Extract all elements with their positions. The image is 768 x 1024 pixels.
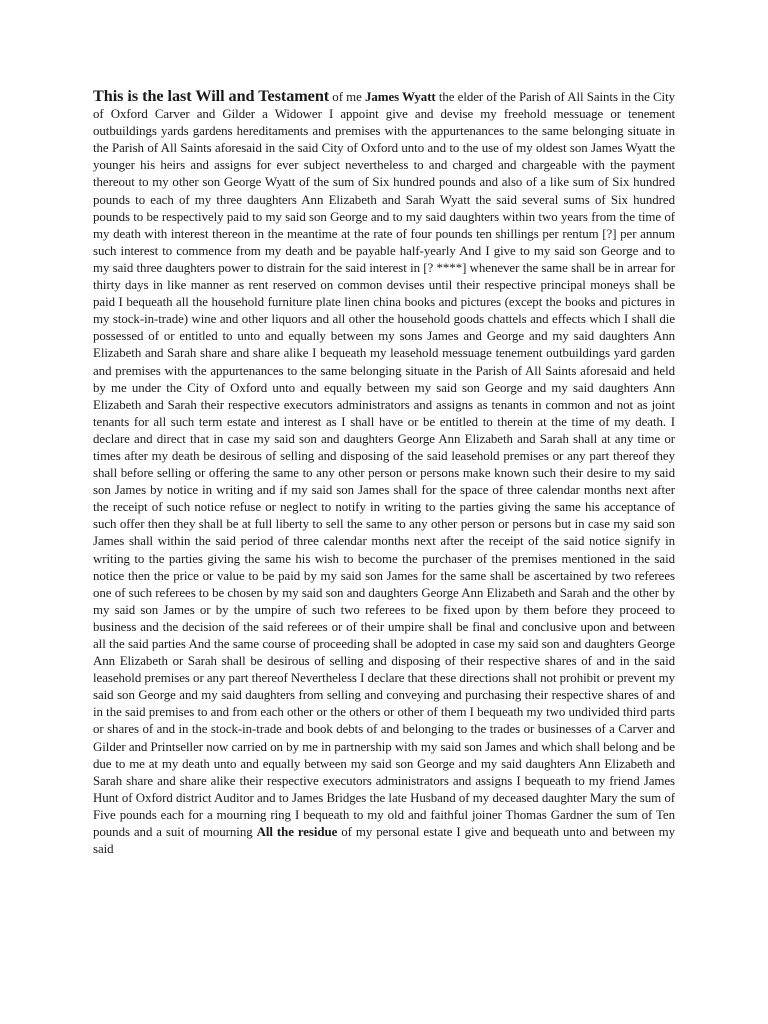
document-heading: This is the last Will and Testament [93,87,330,105]
body-text-3: of my personal estate I give and bequeath unto and between my said [93,825,676,857]
will-document [93,88,675,858]
body-text-1: of me [329,90,365,104]
body-text-2: the elder of the Parish of All Saints in the City of Oxford Carver and Gilder a Widower I appoint give and devise my freehold messuage or tenement outbuildings yards gardens hereditaments and premises with the appurtenances to the same belonging situate in the Parish of All Saints aforesaid in the said City of Oxford unto and to the use of my oldest son James Wyatt the younger his heirs and assigns for ever subject nevertheless to and charged and chargeable with the payment thereout to my other son George Wyatt of the sum of Six hundred pounds and also of a like sum of Six hundred pounds to each of my three daughters Ann Elizabeth and Sarah Wyatt the said several sums of Six hundred pounds to be respectively paid to my said son George and to my said daughters within two years from the time of my death with interest thereon in the meantime at the rate of four pounds ten shillings per rentum [?] per annum such interest to commence from my death and be payable half-yearly And I give to my said son George and to my said three daughters power to distrain for the said interest in [? ****] whenever the same shall be in arrear for thirty days in like manner as rent reserved on common devises until their respective principal moneys shall be paid I bequeath all the household furniture plate linen china books and pictures (except the books and pictures in my stock-in-trade) wine and other liquors and all other the household goods chattels and effects which I shall die possessed of or entitled to unto and equally between my sons James and George and my said daughters Ann Elizabeth and Sarah share and share alike I bequeath my leasehold messuage tenement outbuildings yard garden and premises with the appurtenances to the same belonging situate in the Parish of All Saints aforesaid and held by me under the City of Oxford unto and equally between my said son George and my said daughters Ann Elizabeth and Sarah their respective executors administrators and assigns as tenants in common and not as joint tenants for all such term estate and interest as I shall have or be entitled to therein at the time of my death. I declare and direct that in case my said son and daughters George Ann Elizabeth and Sarah shall at any time or times after my death be desirous of selling and disposing of the said leasehold premises or any part thereof they shall before selling or offering the same to any other person or persons make known such their desire to my said son James by notice in writing and if my said son James shall for the space of three calendar months next after the receipt of such notice refuse or neglect to notify in writing to the parties giving the same his acceptance of such offer then they shall be at full liberty to sell the same to any other person or persons but in case my said son James shall within the said period of three calendar months next after the receipt of the said notice signify in writing to the parties giving the same his wish to become the purchaser of the premises mentioned in the said notice then the price or value to be paid by my said son James for the same shall be ascertained by two referees one of such referees to be chosen by my said son and daughters George Ann Elizabeth and Sarah and the other by my said son James or by the umpire of such two referees to be fixed upon by them before they proceed to business and the decision of the said referees or of their umpire shall be final and conclusive upon and between all the said parties And the same course of proceeding shall be adopted in case my said son and daughters George Ann Elizabeth or Sarah shall be desirous of selling and disposing of their respective shares of and in the said leasehold premises or any part thereof Nevertheless I declare that these directions shall not prohibit or prevent my said son George and my said daughters from selling and conveying and purchasing their respective shares of and in the said premises to and from each other or the others or other of them I bequeath my two undivided third parts or shares of and in the stock-in-trade and book debts of and belonging to the trades or businesses of a Carver and Gilder and Printseller now carried on by me in partnership with my said son James and which shall belong and be due to me at my death unto and equally between my said son George and my said daughters Ann Elizabeth and Sarah share and share alike their respective executors administrators and assigns I bequeath to my friend James Hunt of Oxford district Auditor and to James Bridges the late Husband of my deceased daughter Mary the sum of Five pounds each for a mourning ring I bequeath to my old and faithful joiner Thomas Gardner the sum of Ten pounds and a suit of mourning [93,90,676,840]
residue-heading: All the residue [256,825,338,840]
will-paragraph [93,88,675,858]
testator-name: James Wyatt [364,90,436,104]
